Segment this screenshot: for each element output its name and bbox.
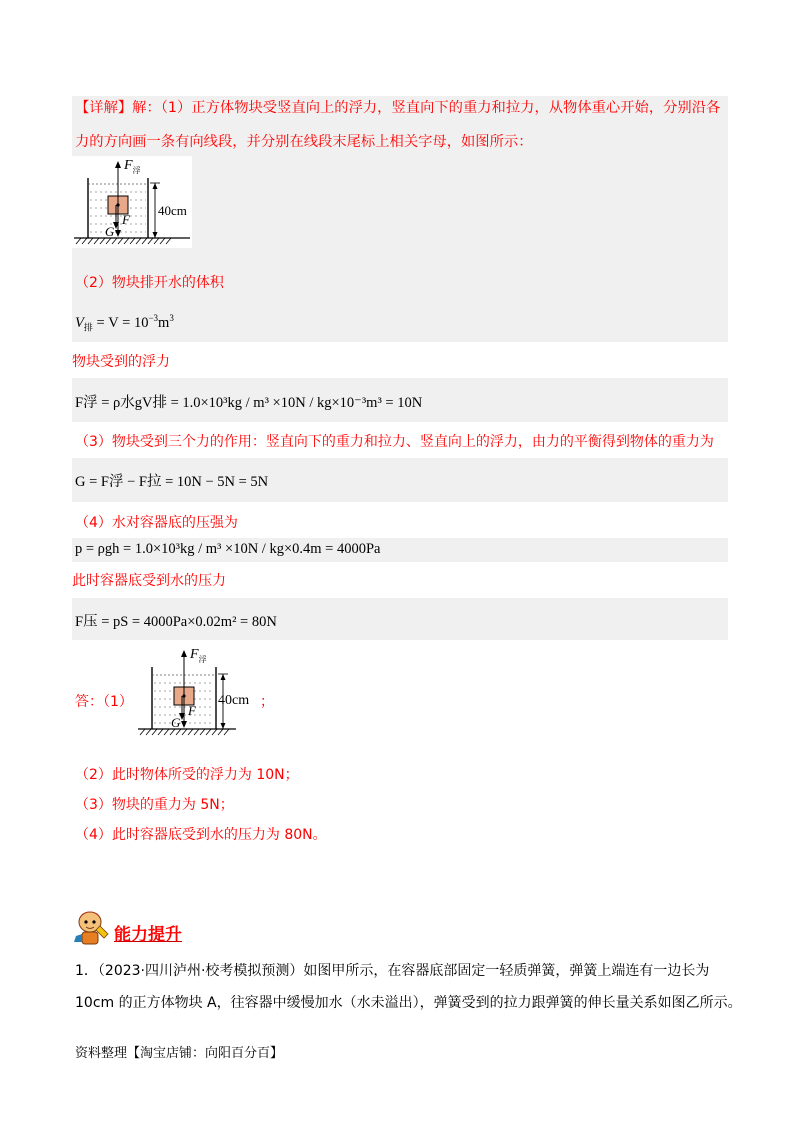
part2-heading: （2）物块排开水的体积	[75, 275, 224, 291]
force-diagram-1	[72, 156, 192, 248]
detail-line-2: 力的方向画一条有向线段，并分别在线段末尾标上相关字母，如图所示：	[75, 134, 533, 150]
formula-gravity: G = F浮 − F拉 = 10N − 5N = 5N	[75, 474, 269, 490]
formula-volume: $V_排 = V = 10^{-3}m^3$	[75, 313, 174, 333]
question-line-1: 1．（2023·四川泸州·校考模拟预测）如图甲所示，在容器底部固定一轻质弹簧，弹簧上端连有一边长为	[75, 963, 710, 979]
gravity-label: G	[105, 224, 115, 239]
pull-force-label-2: F	[188, 703, 196, 718]
answer-4: （4）此时容器底受到水的压力为 80N。	[75, 827, 327, 843]
buoyancy-heading: 物块受到的浮力	[72, 354, 170, 370]
formula-buoyancy: F浮 = ρ水gV排 = 1.0×10³kg / m³ ×10N / kg×10⁻³m³ = 10N	[75, 395, 423, 411]
part3-heading: （3）物块受到三个力的作用：竖直向下的重力和拉力、竖直向上的浮力，由力的平衡得到物体的重力为	[75, 434, 714, 450]
answer-tail: ；	[260, 694, 274, 710]
formula-pressure: p = ρgh = 1.0×10³kg / m³ ×10N / kg×0.4m = 4000Pa	[75, 541, 381, 557]
section-title: 能力提升	[114, 925, 182, 945]
footer-text: 资料整理【淘宝店铺：向阳百分百】	[75, 1046, 284, 1061]
detail-line-1: 【详解】解：（1）正方体物块受竖直向上的浮力，竖直向下的重力和拉力，从物体重心开始，分别沿各	[75, 100, 721, 116]
question-line-2: 10cm 的正方体物块 A，往容器中缓慢加水（水未溢出），弹簧受到的拉力跟弹簧的伸长量关系如图乙所示。	[75, 995, 742, 1011]
force-diagram-2	[136, 645, 260, 741]
answer-2: （2）此时物体所受的浮力为 10N；	[75, 767, 299, 783]
answer-label: 答：（1）	[75, 694, 133, 710]
buoyant-force-label: $F_浮$	[124, 158, 141, 175]
pencil-mascot-icon	[70, 906, 110, 950]
pull-force-label: F	[122, 212, 130, 227]
formula-pressure-force: F压 = pS = 4000Pa×0.02m² = 80N	[75, 614, 277, 630]
part4-heading: （4）水对容器底的压强为	[75, 515, 238, 531]
depth-label-2: 40cm	[218, 693, 250, 708]
gravity-label-2: G	[171, 715, 181, 730]
depth-label: 40cm	[158, 203, 187, 218]
pressure-force-heading: 此时容器底受到水的压力	[72, 573, 226, 589]
answer-3: （3）物块的重力为 5N；	[75, 797, 234, 813]
buoyant-force-label-2: $F_浮$	[190, 647, 207, 664]
